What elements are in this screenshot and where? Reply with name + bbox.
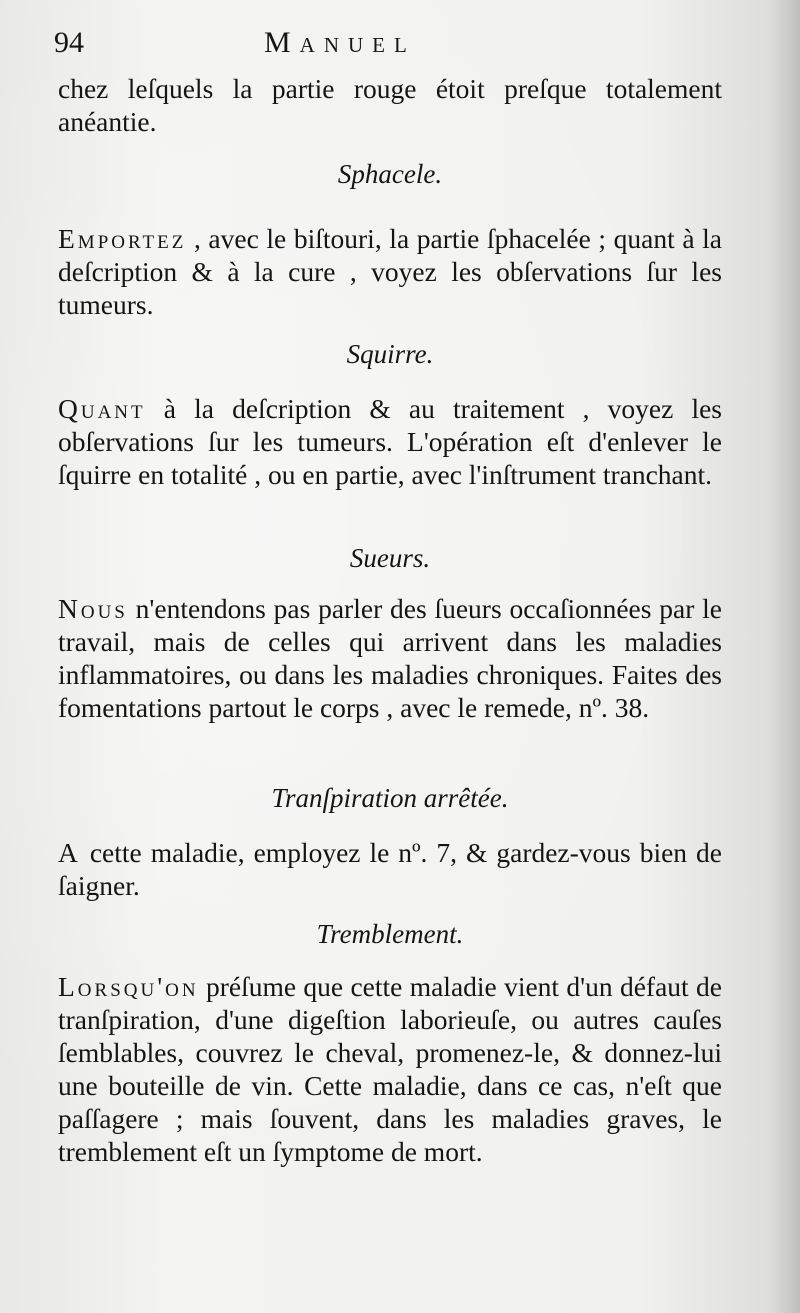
- lead-word: Nous: [58, 593, 128, 624]
- section-heading-sueurs: Sueurs.: [349, 543, 431, 573]
- page-number: 94: [54, 26, 84, 59]
- paragraph-body: cette maladie, employez le nº. 7, & gardez-vous bien de ſaigner.: [58, 837, 722, 901]
- section-paragraph-squirre: [58, 392, 722, 491]
- paragraph-body: à la deſcription & au traitement , voyez les obſervations ſur les tumeurs. L'opération eſt d'enlever le ſquirre en totalité , ou en partie, avec l'inſtrument tranchant.: [58, 393, 722, 490]
- lead-word: Emportez: [58, 223, 187, 254]
- paragraph-body: , avec le biſtouri, la partie ſphacelée ; quant à la deſcription & à la cure , voyez les obſervations ſur les tumeurs.: [58, 223, 722, 320]
- section-paragraph-sueurs: [58, 592, 722, 724]
- section-heading-squirre: Squirre.: [346, 339, 434, 369]
- running-head: Manuel: [264, 26, 416, 59]
- continuation-paragraph: chez leſquels la partie rouge étoit preſque totalement anéantie.: [58, 73, 722, 137]
- page-header: [54, 24, 744, 64]
- section-heading-sphacele: Sphacele.: [337, 159, 443, 189]
- section-paragraph-tremblement: [58, 970, 722, 1168]
- page-edge-shadow: [770, 0, 800, 1313]
- lead-word: A: [58, 837, 81, 868]
- lead-word: Quant: [58, 393, 146, 424]
- section-paragraph-transpiration: [58, 836, 722, 902]
- paragraph-body: préſume que cette maladie vient d'un défaut de tranſpiration, d'une digeſtion laborieuſe, ou autres cauſes ſemblables, couvrez le cheval, promenez-le, & donnez-lui une bouteille de vin. Cette maladie, dans ce cas, n'eſt que paſſagere ; mais ſouvent, dans les maladies graves, le tremblement eſt un ſymptome de mort.: [58, 971, 722, 1167]
- lead-word: Lorsqu'on: [58, 971, 199, 1002]
- paragraph-body: n'entendons pas parler des ſueurs occaſionnées par le travail, mais de celles qui arrivent dans les maladies inflammatoires, ou dans les maladies chroniques. Faites des fomentations partout le corps , avec le remede, nº. 38.: [58, 593, 722, 723]
- section-heading-transpiration: Tranſpiration arrêtée.: [271, 783, 509, 813]
- section-heading-tremblement: Tremblement.: [316, 919, 464, 949]
- section-paragraph-sphacele: [58, 222, 722, 321]
